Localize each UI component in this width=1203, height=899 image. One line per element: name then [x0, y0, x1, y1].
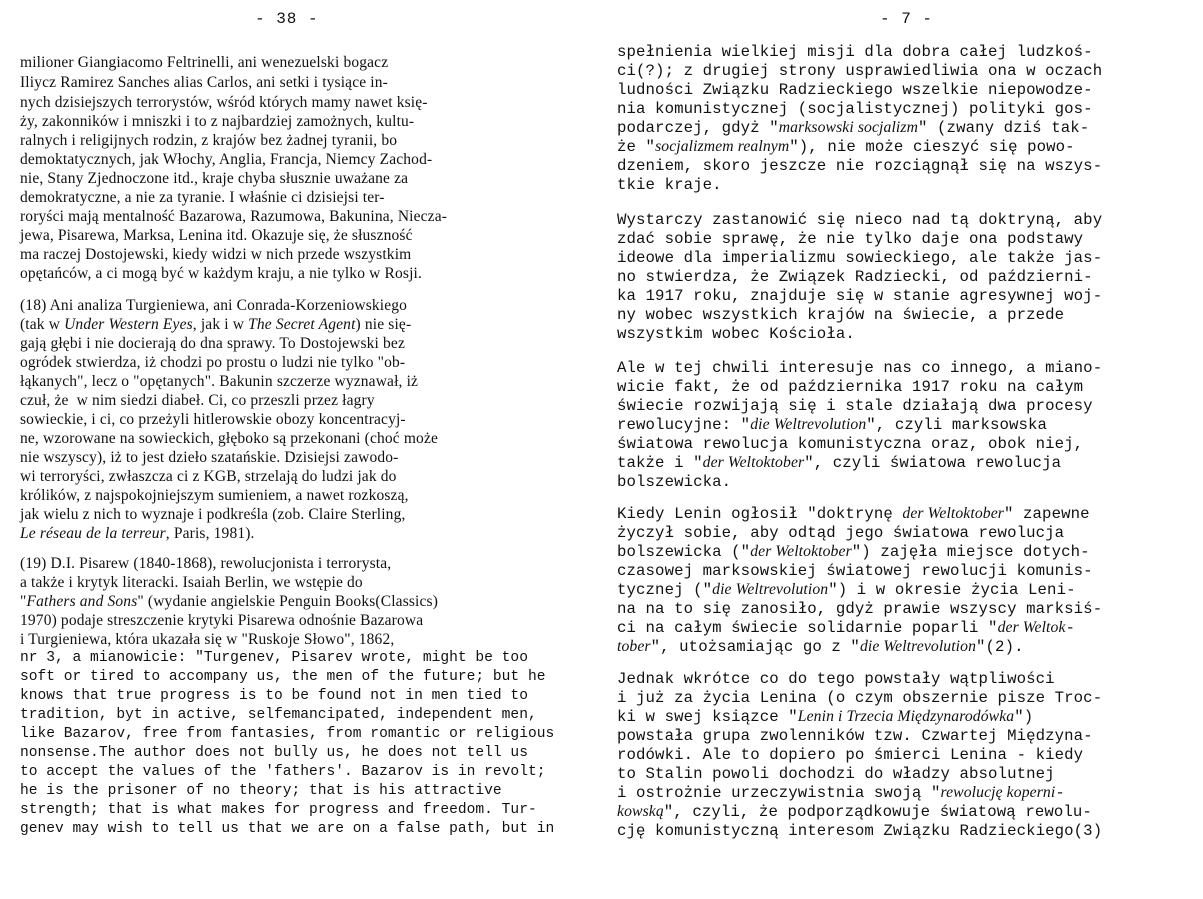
text-line: na na to się zanosiło, gdyż prawie wszyscy marksiś- — [617, 600, 1103, 618]
text-line: rodówki. Ale to dopiero po śmierci Lenina - kiedy — [617, 746, 1084, 764]
text-line: kowską", czyli, że podporządkowuje światową rewolu- — [617, 803, 1092, 821]
text-line: ka 1917 roku, znajduje się w stanie agresywnej woj- — [617, 287, 1103, 305]
text-line: Wystarczy zastanowić się nieco nad tą doktryną, aby — [617, 211, 1103, 229]
text-line: ralnych i religijnych rodzin, z krajów bez żadnej tyranii, bo — [20, 132, 398, 149]
text-line: tkie kraje. — [617, 176, 722, 194]
text-line: gają głębi i nie docierają do dna sprawy. To Dostojewski bez — [20, 335, 405, 352]
text-line: spełnienia wielkiej misji dla dobra całej ludzkoś- — [617, 43, 1093, 61]
text-line: czasowej marksowskiej światowej rewolucji komunis- — [617, 562, 1093, 580]
text-line: Iliycz Ramirez Sanches alias Carlos, ani setki i tysiące in- — [20, 74, 388, 91]
text-line: światowa rewolucja komunistyczna oraz, obok niej, — [617, 435, 1084, 453]
text-line: świecie rozwijają się i stale działają dwa procesy — [617, 397, 1093, 415]
text-line: roryści mają mentalność Bazarowa, Razumowa, Bakunina, Niecza- — [20, 208, 448, 225]
text-line: he is the prisoner of no theory; that is his attractive — [20, 783, 502, 799]
text-line: Jednak wkrótce co do tego powstały wątpliwości — [617, 670, 1055, 688]
text-line: demoktatycznych, jak Włochy, Anglia, Francja, Niemcy Zachod- — [20, 151, 433, 168]
text-line: zdać sobie sprawę, że nie tylko daje ona podstawy — [617, 230, 1084, 248]
text-line: także i "der Weltoktober", czyli światowa rewolucja — [617, 454, 1062, 472]
text-line: życzył sobie, aby odtąd jego światowa rewolucja — [617, 524, 1065, 542]
text-line: sowieckie, i ci, co przeżyli hitlerowskie obozy koncentracyj- — [20, 411, 406, 428]
text-line: tycznej ("die Weltrevolution") i w okresie życia Leni- — [617, 581, 1076, 599]
text-line: i ostrożnie urzeczywistnia swoją "rewolucję koperni- — [617, 784, 1065, 802]
text-line: nie, Stany Zjednoczone itd., kraje chyba słusznie uważane za — [20, 170, 409, 187]
text-line: dzeniem, skoro jeszcze nie rozciągnął się na wszys- — [617, 157, 1103, 175]
text-line: ci(?); z drugiej strony usprawiedliwia ona w oczach — [617, 62, 1103, 80]
text-line: ludności Związku Radzieckiego wszelkie niepowodze- — [617, 81, 1093, 99]
text-line: wi terroryści, zwłaszcza ci z KGB, strzelają do ludzi jak do — [20, 468, 397, 485]
text-line: ci na całym świecie solidarnie poparli "der Weltok- — [617, 619, 1076, 637]
text-line: strength; that is what makes for progress and freedom. Tur- — [20, 802, 537, 818]
text-line: 1970) podaje streszczenie krytyki Pisarewa odnośnie Bazarowa — [20, 612, 424, 629]
text-line: nr 3, a mianowicie: "Turgenev, Pisarev wrote, might be too — [20, 650, 528, 666]
text-line: genev may wish to tell us that we are on a false path, but in — [20, 821, 555, 837]
text-line: Ale w tej chwili interesuje nas co innego, a miano- — [617, 359, 1103, 377]
text-line: jak wielu z nich to wyznaje i podkreśla (zob. Claire Sterling, — [20, 506, 406, 523]
text-line: Kiedy Lenin ogłosił "doktrynę der Weltoktober" zapewne — [617, 505, 1090, 523]
text-line: i już za życia Lenina (o czym obszernie pisze Troc- — [617, 689, 1103, 707]
text-line: czuł, że w nim siedzi diabeł. Ci, co przeszli przez łagry — [20, 392, 375, 409]
text-line: (tak w Under Western Eyes, jak i w The Secret Agent) nie się- — [20, 316, 412, 333]
text-line: (19) D.I. Pisarew (1840-1868), rewolucjonista i terrorysta, — [20, 555, 392, 572]
text-line: no stwierdza, że Związek Radziecki, od październi- — [617, 268, 1093, 286]
text-line: nie wszyscy), iż to jest dzieło szatańskie. Dzisiejsi zawodo- — [20, 449, 399, 466]
text-line: łąkanych", lecz o "opętanych". Bakunin szczerze wyznawał, iż — [20, 373, 419, 390]
text-line: ne, wzorowane na sowieckich, głęboko są przekonani (choć może — [20, 430, 439, 447]
text-line: soft or tired to accompany us, the men of the future; but he — [20, 669, 546, 685]
text-line: to accept the values of the 'fathers'. Bazarov is in revolt; — [20, 764, 546, 780]
text-line: knows that true progress is to be found not in men tied to — [20, 688, 528, 704]
text-line: ży, zakonników i mniszki i to z najbardziej zamożnych, kultu- — [20, 113, 415, 130]
text-line: ny wobec wszystkich krajów na świecie, a przede — [617, 306, 1065, 324]
text-line: bolszewicka ("der Weltoktober") zajęła miejsce dotych- — [617, 543, 1090, 561]
text-line: ogródek stwierdza, iż chodzi po prostu o ludzi nie tylko "ob- — [20, 354, 406, 371]
page-number: - 7 - — [880, 10, 934, 28]
text-line: rewolucyjne: "die Weltrevolution", czyli marksowska — [617, 416, 1048, 434]
text-line: (18) Ani analiza Turgieniewa, ani Conrada-Korzeniowskiego — [20, 297, 408, 314]
text-line: jewa, Pisarewa, Marksa, Lenina itd. Okazuje się, że słuszność — [20, 227, 413, 244]
page-number: - 38 - — [255, 10, 319, 28]
text-line: like Bazarov, free from fantasies, from romantic or religious — [20, 726, 555, 742]
text-line: tober", utożsamiając go z "die Weltrevolution"(2). — [617, 638, 1024, 656]
text-line: "Fathers and Sons" (wydanie angielskie Penguin Books(Classics) — [20, 593, 439, 610]
text-line: milioner Giangiacomo Feltrinelli, ani wenezuelski bogacz — [20, 54, 389, 71]
text-line: wszystkim wobec Kościoła. — [617, 325, 855, 343]
text-line: cję komunistyczną interesom Związku Radzieckiego(3) — [617, 822, 1103, 840]
text-line: a także i krytyk literacki. Isaiah Berlin, we wstępie do — [20, 574, 363, 591]
text-line: nonsense.The author does not bully us, he does not tell us — [20, 745, 528, 761]
text-line: nych dzisiejszych terrorystów, wśród których mamy nawet księ- — [20, 94, 428, 111]
text-line: że "socjalizmem realnym"), nie może cieszyć się powo- — [617, 138, 1075, 156]
text-line: demokratyczne, a nie za tyranie. I właśnie ci dzisiejsi ter- — [20, 189, 385, 206]
text-line: ki w swej ksiązce "Lenin i Trzecia Międzynarodówka") — [617, 708, 1034, 726]
text-line: to Stalin powoli dochodzi do władzy absolutnej — [617, 765, 1055, 783]
text-line: opętańców, a ci mogą być w każdym kraju, a nie tylko w Rosji. — [20, 265, 423, 282]
text-line: tradition, byt in active, selfemancipated, independent men, — [20, 707, 537, 723]
text-line: ma raczej Dostojewski, kiedy widzi w nich przede wszystkim — [20, 246, 412, 263]
text-line: Le réseau de la terreur, Paris, 1981). — [20, 525, 255, 542]
text-line: podarczej, gdyż "marksowski socjalizm" (zwany dziś tak- — [617, 119, 1090, 137]
text-line: bolszewicka. — [617, 473, 732, 491]
text-line: królików, z najspokojniejszym sumieniem, a nawet rozkoszą, — [20, 487, 409, 504]
text-line: wicie fakt, że od października 1917 roku na całym — [617, 378, 1084, 396]
text-line: ideowe dla imperializmu sowieckiego, ale także jas- — [617, 249, 1103, 267]
text-line: i Turgieniewa, która ukazała się w "Ruskoje Słowo", 1862, — [20, 631, 395, 648]
text-line: nia komunistycznej (socjalistycznej) polityki gos- — [617, 100, 1093, 118]
text-line: powstała grupa zwolenników tzw. Czwartej Międzyna- — [617, 727, 1093, 745]
